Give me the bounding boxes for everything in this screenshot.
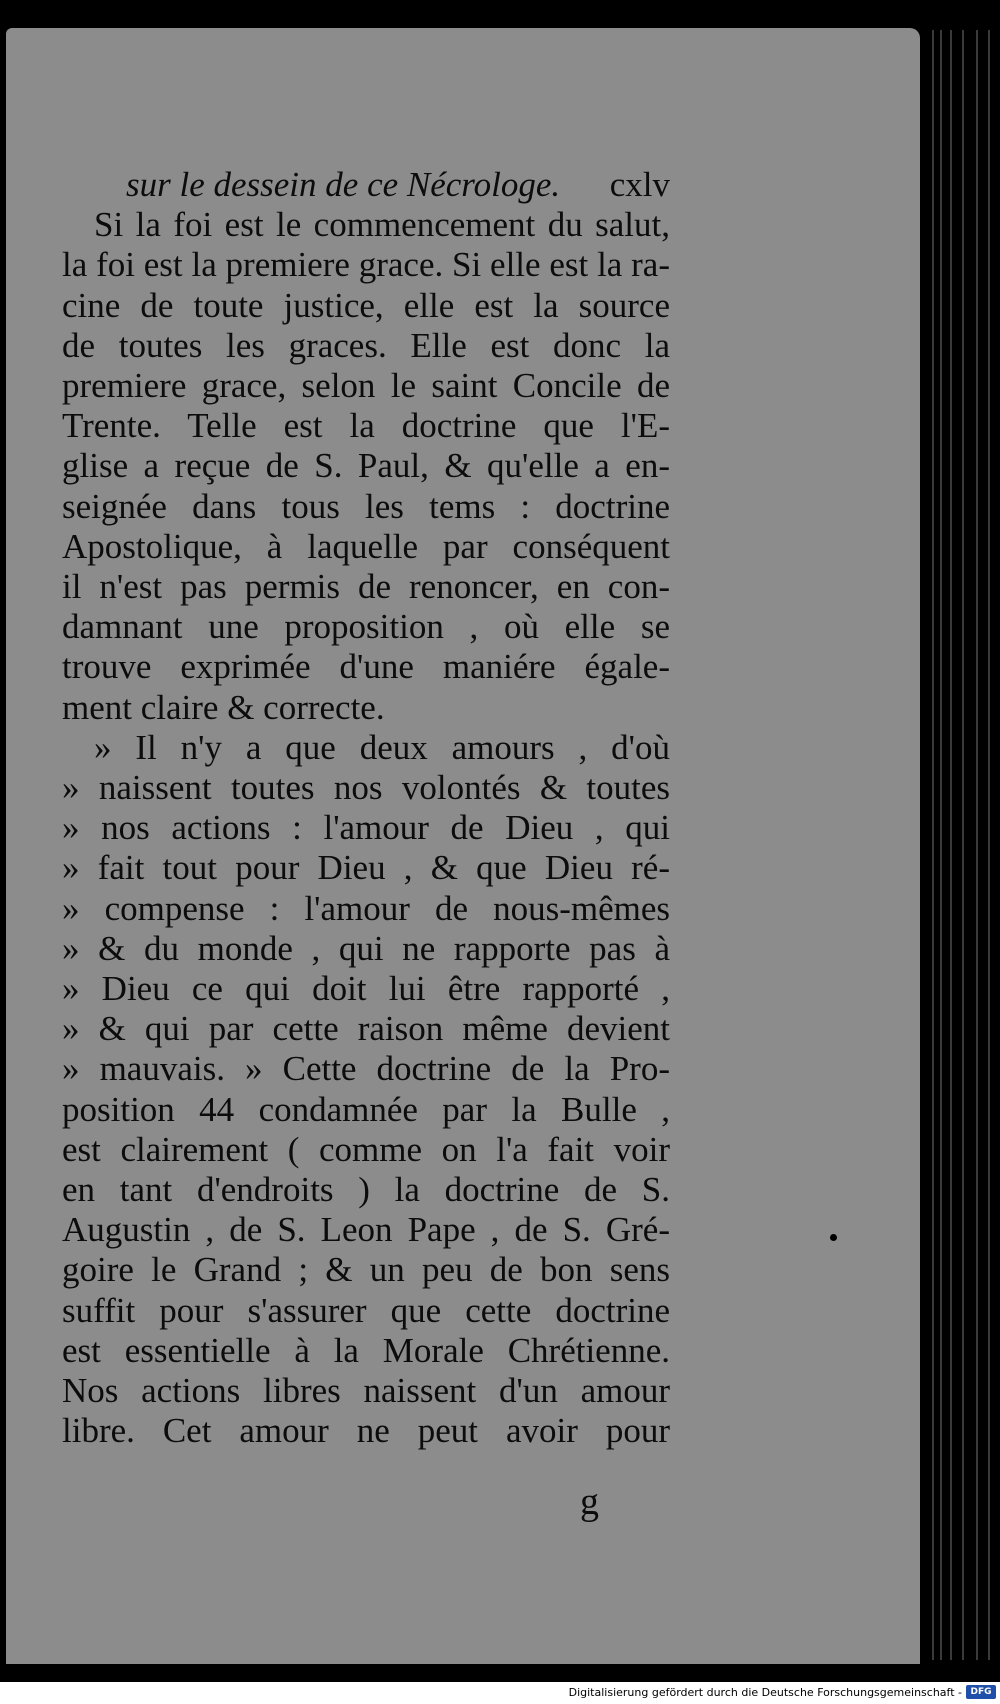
text-line: il n'est pas permis de renoncer, en con- <box>62 567 670 607</box>
body-paragraphs <box>62 205 670 1451</box>
page-text <box>62 165 670 1452</box>
text-line: ment claire & correcte. <box>62 687 385 727</box>
running-title: sur le dessein de ce Nécrologe. <box>126 165 561 204</box>
text-line: Nos actions libres naissent d'un amour <box>62 1371 670 1411</box>
text-line: » fait tout pour Dieu , & que Dieu ré- <box>62 848 670 888</box>
page-header <box>62 165 670 205</box>
text-line: » mauvais. » Cette doctrine de la Pro- <box>62 1049 670 1089</box>
digitization-credit: Digitalisierung gefördert durch die Deutsche Forschungsgemeinschaft - <box>568 1686 962 1699</box>
text-line: » Dieu ce qui doit lui être rapporté , <box>62 969 670 1009</box>
ink-speck <box>830 1234 837 1241</box>
text-line: en tant d'endroits ) la doctrine de S. <box>62 1170 670 1210</box>
text-line: » & du monde , qui ne rapporte pas à <box>62 928 670 968</box>
text-line: cine de toute justice, elle est la source <box>62 285 670 325</box>
text-line: damnant une proposition , où elle se <box>62 607 670 647</box>
dfg-logo: DFG <box>966 1685 996 1699</box>
text-line: Augustin , de S. Leon Pape , de S. Gré- <box>62 1210 670 1250</box>
text-line: » Il n'y a que deux amours , d'où <box>94 727 670 767</box>
text-line: » naissent toutes nos volontés & toutes <box>62 768 670 808</box>
text-line: la foi est la premiere grace. Si elle est la ra- <box>62 245 670 285</box>
text-line: est essentielle à la Morale Chrétienne. <box>62 1330 670 1370</box>
text-line: goire le Grand ; & un peu de bon sens <box>62 1250 670 1290</box>
text-line: seignée dans tous les tems : doctrine <box>62 486 670 526</box>
text-line: » & qui par cette raison même devient <box>62 1009 670 1049</box>
text-line: trouve exprimée d'une maniére égale- <box>62 647 670 687</box>
signature-mark: g <box>580 1481 599 1523</box>
text-line: Apostolique, à laquelle par conséquent <box>62 526 670 566</box>
text-line: glise a reçue de S. Paul, & qu'elle a en- <box>62 446 670 486</box>
text-line: Si la foi est le commencement du salut, <box>94 205 670 245</box>
text-line: premiere grace, selon le saint Concile de <box>62 366 670 406</box>
text-line: position 44 condamnée par la Bulle , <box>62 1089 670 1129</box>
text-line: est clairement ( comme on l'a fait voir <box>62 1129 670 1169</box>
text-line: » nos actions : l'amour de Dieu , qui <box>62 808 670 848</box>
text-line: Trente. Telle est la doctrine que l'E- <box>62 406 670 446</box>
page-number: cxlv <box>609 165 670 204</box>
text-line: de toutes les graces. Elle est donc la <box>62 325 670 365</box>
text-line: suffit pour s'assurer que cette doctrine <box>62 1290 670 1330</box>
text-line: libre. Cet amour ne peut avoir pour <box>62 1411 670 1451</box>
text-line: » compense : l'amour de nous-mêmes <box>62 888 670 928</box>
book-edge <box>926 30 996 1660</box>
